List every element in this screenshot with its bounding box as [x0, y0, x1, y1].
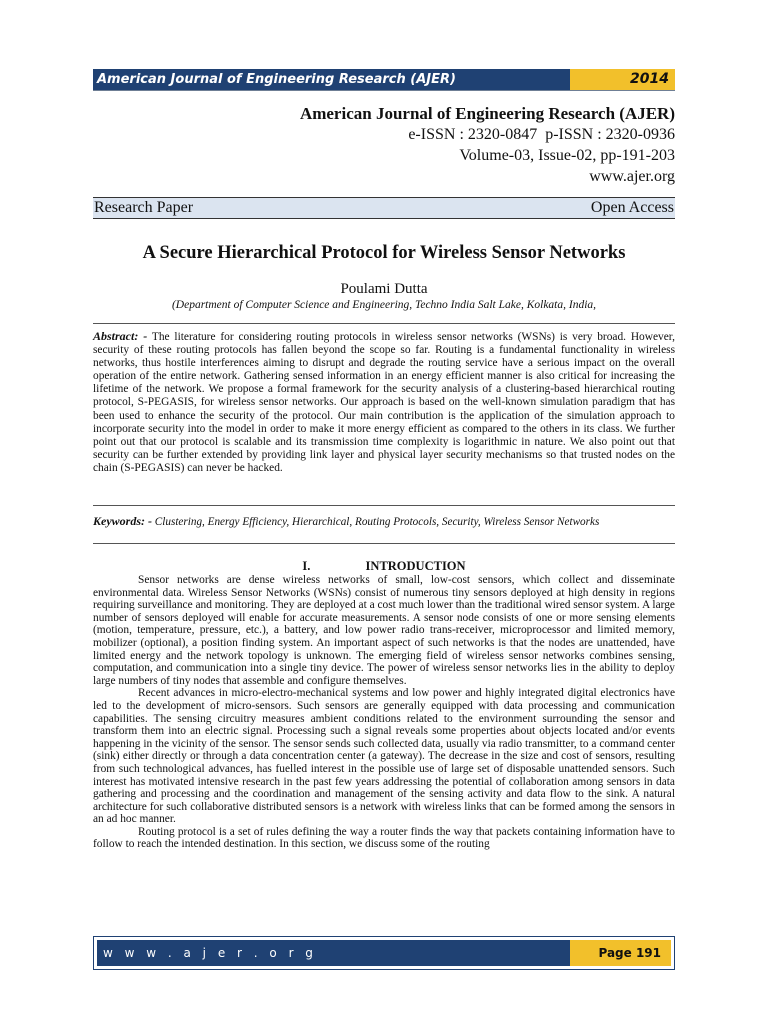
masthead: [300, 103, 675, 187]
masthead-website: www.ajer.org: [589, 168, 675, 185]
footer-page-number: Page 191: [570, 940, 671, 966]
paper-author: Poulami Dutta: [340, 281, 428, 297]
paragraph: Sensor networks are dense wireless networks of small, low-cost sensors, which collect and disseminate environmental data. Wireless Sensor Networks (WSNs) consist of numerous tiny sensors deployed at high density in regions requiring surveillance and monitoring. They are deployed at a cost much lower than the traditional wired sensor system. A large number of sensors deployed will enable for accurate measurements. A sensor node consists of one or more sensing elements (motion, temperature, pressure, etc.), a battery, and low power radio trans-receiver, microprocessor and limited memory, mobilizer (optional), a position finding system. An important aspect of such networks is that the nodes are unattended, have limited energy and the network topology is unknown. The emerging field of wireless sensor networks combines sensing, computation, and communication into a single tiny device. The power of wireless sensor networks lies in the ability to deploy large numbers of tiny nodes that assemble and configure themselves.: [93, 574, 675, 687]
footer-website: w w w . a j e r . o r g: [97, 940, 570, 966]
masthead-volume: Volume-03, Issue-02, pp-191-203: [459, 147, 675, 164]
open-access-label: Open Access: [590, 199, 674, 216]
section-number: I.: [302, 559, 311, 573]
header-year: 2014: [570, 69, 675, 90]
paper-type-bar: [93, 197, 675, 219]
keywords-text: Clustering, Energy Efficiency, Hierarchical, Routing Protocols, Security, Wireless Sensor Networks: [154, 516, 600, 528]
paper-type-label: Research Paper: [94, 199, 194, 216]
header-journal-name: American Journal of Engineering Research (AJER): [93, 69, 570, 90]
abstract-label: Abstract: -: [93, 329, 148, 343]
paragraph: Recent advances in micro-electro-mechanical systems and low power and highly integrated digital electronics have led to the development of micro-sensors. Such sensors are generally equipped with data processing and communication capabilities. The sensing circuitry measures ambient conditions related to the environment surrounding the sensor and transform them into an electric signal. Processing such a signal reveals some properties about objects located and/or events happening in the vicinity of the sensor. The sensor sends such collected data, usually via radio transmitter, to a command center (sink) either directly or through a data concentration center (a gateway). The decrease in the size and cost of sensors, resulting from such technological advances, has fuelled interest in the possible use of large set of disposable unattended sensors. Such interest has motivated intensive research in the past few years addressing the potential of collaboration among sensors in data gathering and processing and the coordination and management of the sensing activity and data flow to the sink. A natural architecture for such collaborative distributed sensors is a network with wireless links that can be formed among the sensors in an ad hoc manner.: [93, 687, 675, 826]
section-title: INTRODUCTION: [365, 559, 466, 573]
masthead-issn: e-ISSN : 2320-0847 p-ISSN : 2320-0936: [408, 126, 675, 143]
body-text: [93, 574, 675, 851]
keywords-label: Keywords: -: [93, 514, 152, 528]
section-heading: [93, 559, 675, 574]
abstract-text: The literature for considering routing protocols in wireless sensor networks (WSNs) is very broad. However, security of these routing protocols has fallen beyond the scope so far. Routing is a fundamental functionality in wireless networks, thus hostile interferences aiming to disrupt and degrade the routing service have a serious impact on the overall operation of the entire network. Gathering sensed information in an energy efficient manner is also critical for increasing the lifetime of the network. We propose a formal framework for the security analysis of a clustering-based hierarchical routing protocol, S-PEGASIS, for wireless sensor networks. Our approach is based on the well-known simulation paradigm that has been used to enhance the security of the protocol. Our main contribution is the application of the simulation approach to incorporate security into the model in order to make it more energy efficient as compared to the others in its class. We further point out that our protocol is scalable and its transmission time complexity is logarithmic in nature. We also point out that security can be further extended by providing link layer and physical layer security mechanisms so that trusted nodes on the chain (S-PEGASIS) can never be hacked.: [93, 331, 675, 474]
abstract-block: [93, 323, 675, 506]
paragraph: Routing protocol is a set of rules defining the way a router finds the way that packets containing information have to follow to reach the intended destination. In this section, we discuss some of the routing: [93, 825, 675, 851]
author-affiliation: (Department of Computer Science and Engineering, Techno India Salt Lake, Kolkata, India,: [171, 299, 597, 311]
journal-header-bar: [93, 69, 675, 91]
keywords-block: [93, 514, 675, 544]
page-footer: [93, 936, 675, 970]
paper-title: A Secure Hierarchical Protocol for Wireless Sensor Networks: [142, 243, 626, 263]
masthead-journal-title: American Journal of Engineering Research (AJER): [299, 104, 675, 123]
